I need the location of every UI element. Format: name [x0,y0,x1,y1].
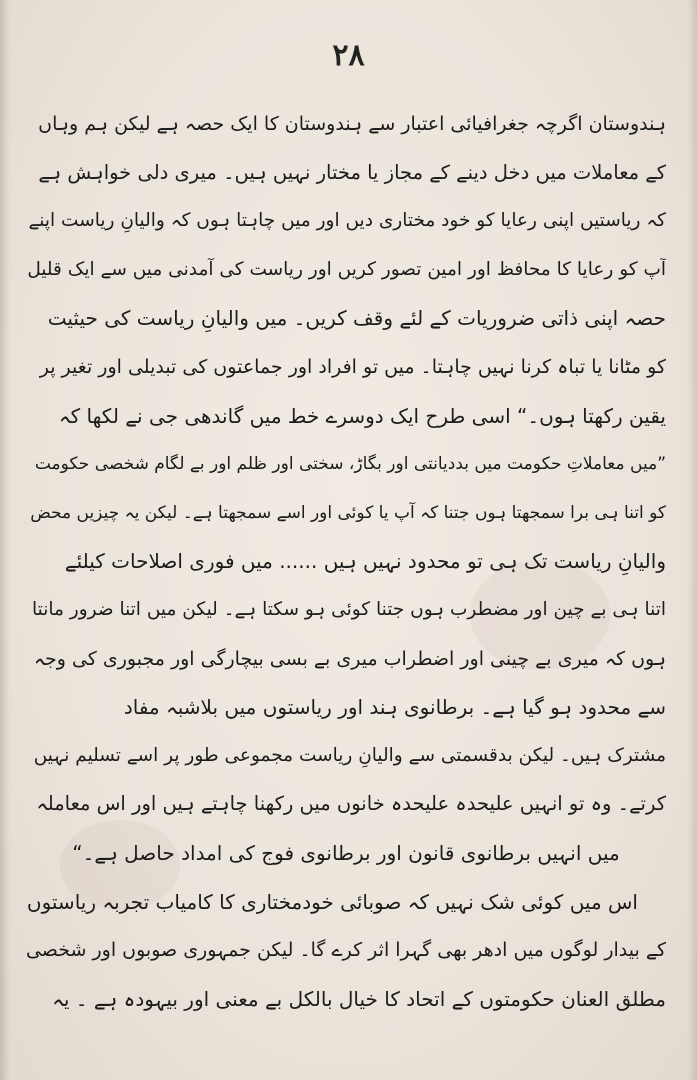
text-line: کو اتنا ہی برا سمجھتا ہوں جتنا کہ آپ یا کوئی اور اسے سمجھتا ہے۔ لیکن یہ چیزیں محض [30,502,666,523]
text-line: کے بیدار لوگوں میں ادھر بھی گہرا اثر کرے گا۔ لیکن جمہوری صوبوں اور شخصی [26,939,666,962]
text-line: ہوں کہ میری بے چینی اور اضطراب میری بے بسی بیچارگی اور مجبوری کی وجہ [33,647,666,670]
text-line: مطلق العنان حکومتوں کے اتحاد کا خیال بالکل بے معنی اور بیہودہ ہے ۔ یہ [52,986,666,1011]
body-text [26,100,666,1023]
text-line: میں انہیں برطانوی قانون اور برطانوی فوج کی امداد حاصل ہے۔“ [72,840,620,865]
text-line: والیانِ ریاست تک ہی تو محدود نہیں ہیں ...... میں فوری اصلاحات کیلئے [64,549,666,574]
text-line: اس میں کوئی شک نہیں کہ صوبائی خودمختاری کا کامیاب تجربہ ریاستوں [26,889,638,914]
page-edge-shadow-left [0,0,10,1080]
text-line: یقین رکھتا ہوں۔“ اسی طرح ایک دوسرے خط میں گاندھی جی نے لکھا کہ [58,403,666,428]
text-line: ہندوستان اگرچہ جغرافیائی اعتبار سے ہندوستان کا ایک حصہ ہے لیکن ہم وہاں [38,113,666,135]
text-line: کہ ریاستیں اپنی رعایا کو خود مختاری دیں اور میں چاہتا ہوں کہ والیانِ ریاست اپنے [28,210,666,232]
text-line: اتنا ہی بے چین اور مضطرب ہوں جتنا کوئی ہو سکتا ہے۔ لیکن میں اتنا ضرور مانتا [31,598,666,620]
text-line: کے معاملات میں دخل دینے کے مجاز یا مختار نہیں ہیں۔ میری دلی خواہش ہے [38,160,666,184]
text-line: کو مٹانا یا تباہ کرنا نہیں چاہتا۔ میں تو افراد اور جماعتوں کی تبدیلی اور تغیر پر [39,355,666,378]
text-line: حصہ اپنی ذاتی ضروریات کے لئے وقف کریں۔ میں والیانِ ریاست کی حیثیت [47,306,666,331]
text-line: ”میں معاملاتِ حکومت میں بددیانتی اور بگاڑ، سختی اور ظلم اور بے لگام شخصی حکومت [34,454,666,475]
text-line: آپ کو رعایا کا محافظ اور امین تصور کریں اور ریاست کی آمدنی میں سے ایک قلیل [27,258,666,280]
page-number: ۲۸ [332,38,365,73]
text-line: سے محدود ہو گیا ہے۔ برطانوی ہند اور ریاستوں میں بلاشبہ مفاد [123,695,666,720]
page-edge-shadow-right [687,0,697,1080]
text-line: کرتے۔ وہ تو انہیں علیحدہ علیحدہ خانوں میں رکھنا چاہتے ہیں اور اس معاملہ [36,792,666,816]
text-line: مشترک ہیں۔ لیکن بدقسمتی سے والیانِ ریاست مجموعی طور پر اسے تسلیم نہیں [33,744,666,766]
